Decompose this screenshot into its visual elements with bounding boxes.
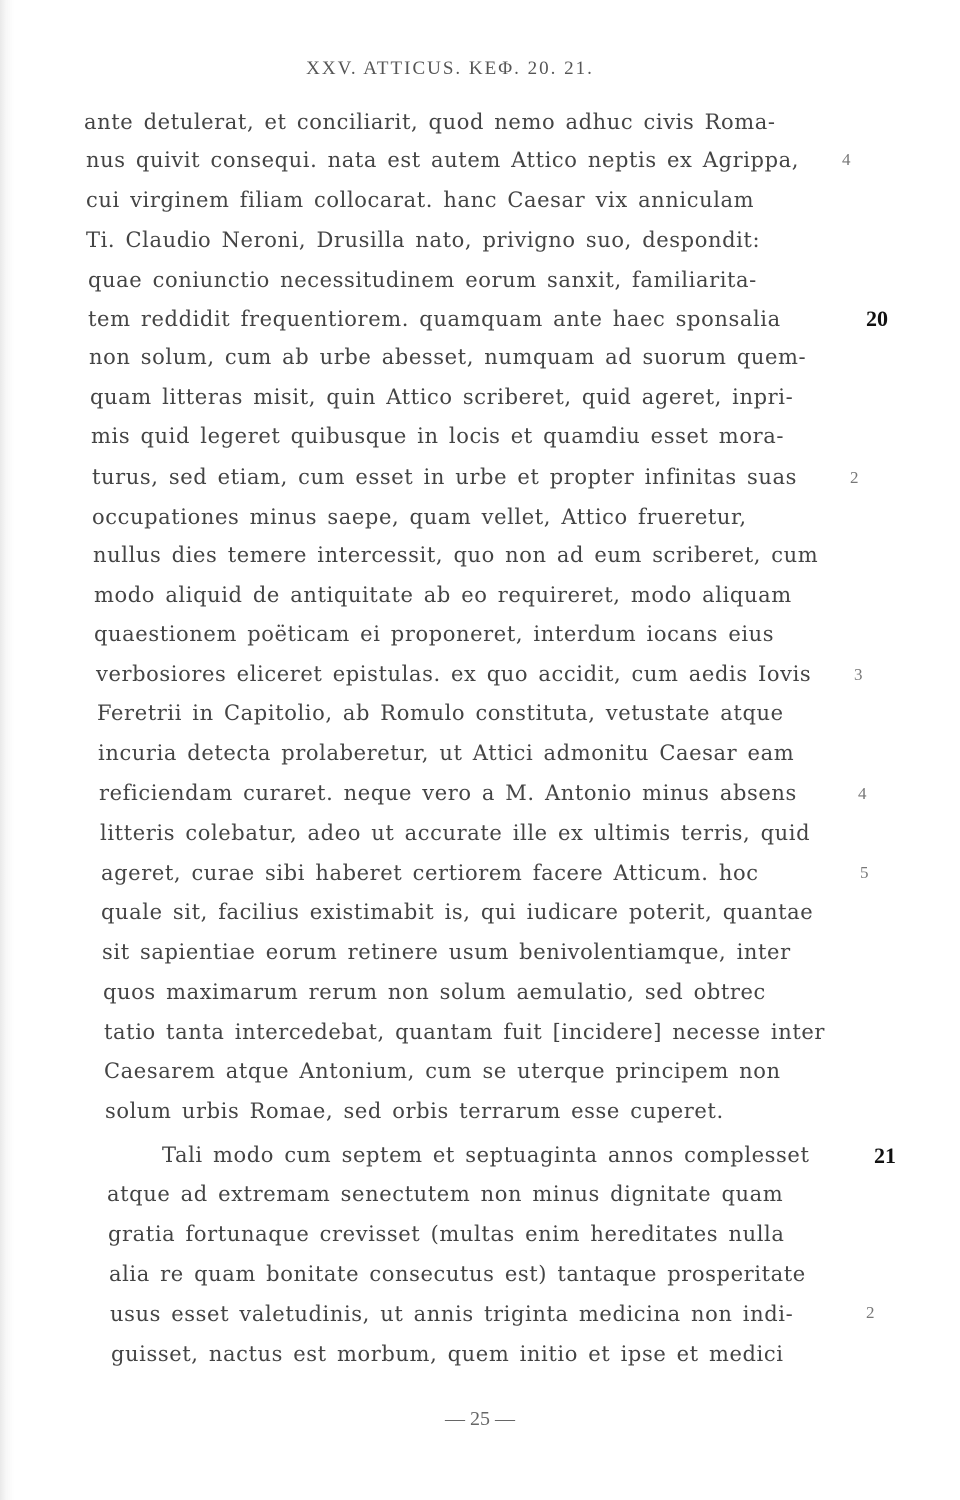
text-line: nus quivit consequi. nata est autem Attico neptis ex Agrippa, bbox=[86, 148, 800, 172]
margin-section-number: 3 bbox=[854, 665, 863, 684]
text-line: quaestionem poëticam ei proponeret, interdum iocans eius bbox=[94, 622, 775, 646]
text-line: Feretrii in Capitolio, ab Romulo constituta, vetustate atque bbox=[97, 701, 784, 725]
text-line: litteris colebatur, adeo ut accurate ille ex ultimis terris, quid bbox=[100, 821, 811, 845]
text-line: modo aliquid de antiquitate ab eo requireret, modo aliquam bbox=[94, 583, 792, 607]
text-line: occupationes minus saepe, quam vellet, Attico frueretur, bbox=[92, 505, 747, 529]
text-line: alia re quam bonitate consecutus est) tantaque prosperitate bbox=[109, 1262, 806, 1286]
text-line: Ti. Claudio Neroni, Drusilla nato, privigno suo, despondit: bbox=[86, 228, 761, 252]
page-number: — 25 — bbox=[445, 1408, 515, 1430]
text-line: quale sit, facilius existimabit is, qui iudicare poterit, quantae bbox=[101, 900, 814, 924]
text-line: turus, sed etiam, cum esset in urbe et propter infinitas suas bbox=[92, 465, 798, 489]
text-line: tem reddidit frequentiorem. quamquam ante haec sponsalia bbox=[88, 307, 781, 331]
text-line: sit sapientiae eorum retinere usum benivolentiamque, inter bbox=[102, 940, 791, 964]
text-line: reficiendam curaret. neque vero a M. Antonio minus absens bbox=[99, 781, 797, 805]
text-line: verbosiores eliceret epistulas. ex quo accidit, cum aedis Iovis bbox=[96, 662, 812, 686]
chapter-number: 20 bbox=[866, 306, 888, 331]
margin-section-number: 4 bbox=[858, 784, 867, 803]
text-line: nullus dies temere intercessit, quo non ad eum scriberet, cum bbox=[93, 543, 819, 567]
text-line: cui virginem filiam collocarat. hanc Caesar vix anniculam bbox=[86, 188, 755, 212]
chapter-number: 21 bbox=[874, 1143, 896, 1168]
margin-section-number: 5 bbox=[860, 863, 869, 882]
running-head: XXV. ATTICUS. ΚΕΦ. 20. 21. bbox=[306, 58, 594, 79]
text-line: quae coniunctio necessitudinem eorum sanxit, familiarita- bbox=[88, 268, 757, 292]
margin-section-number: 2 bbox=[850, 468, 859, 487]
text-line: atque ad extremam senectutem non minus dignitate quam bbox=[107, 1182, 784, 1206]
margin-section-number: 4 bbox=[842, 150, 851, 169]
text-line: ante detulerat, et conciliarit, quod nemo adhuc civis Roma- bbox=[84, 110, 776, 134]
text-line: gratia fortunaque crevisset (multas enim hereditates nulla bbox=[108, 1222, 785, 1246]
text-line: quam litteras misit, quin Attico scriberet, quid ageret, inpri- bbox=[90, 385, 794, 409]
text-line: tatio tanta intercedebat, quantam fuit [incidere] necesse inter bbox=[104, 1020, 826, 1044]
text-line: usus esset valetudinis, ut annis triginta medicina non indi- bbox=[110, 1302, 794, 1326]
text-line: incuria detecta prolaberetur, ut Attici admonitu Caesar eam bbox=[98, 741, 795, 765]
text-line: quos maximarum rerum non solum aemulatio, sed obtrec bbox=[103, 980, 766, 1004]
text-line: guisset, nactus est morbum, quem initio et ipse et medici bbox=[111, 1342, 784, 1366]
text-line: ageret, curae sibi haberet certiorem facere Atticum. hoc bbox=[101, 861, 759, 885]
text-line: Caesarem atque Antonium, cum se uterque principem non bbox=[104, 1059, 781, 1083]
margin-section-number: 2 bbox=[866, 1303, 875, 1322]
text-line: mis quid legeret quibusque in locis et quamdiu esset mora- bbox=[91, 424, 785, 448]
text-line: non solum, cum ab urbe abesset, numquam ad suorum quem- bbox=[89, 345, 807, 369]
text-line: Tali modo cum septem et septuaginta annos complesset bbox=[162, 1143, 810, 1167]
text-line: solum urbis Romae, sed orbis terrarum esse cuperet. bbox=[105, 1099, 724, 1123]
